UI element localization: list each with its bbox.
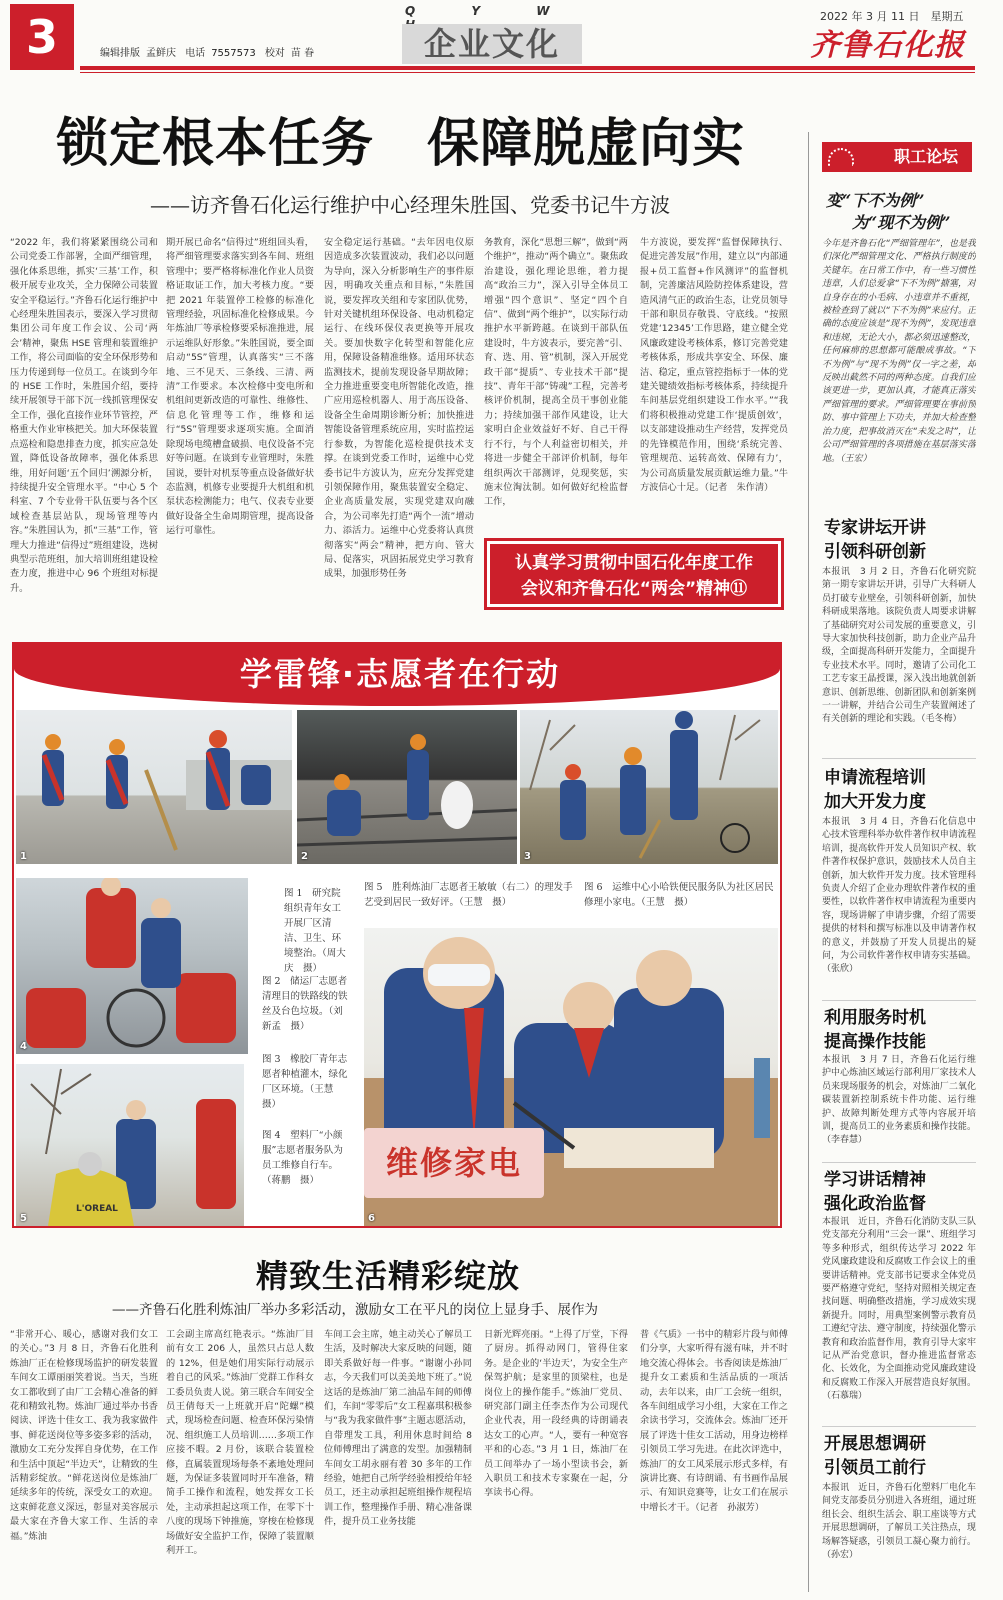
main-article-column-1: “2022 年，我们将紧紧围绕公司和公司党委工作部署，全面严细管理，强化体系思维，抓实‘三基’工作，积极开展专业攻关，全力保障公司装置安全平稳运行。”齐鲁石化运行维护中心经理朱胜国表示，要深入学习贯彻集团公司年度工作会议、公司‘两会’精神，聚焦 HSE 管理和装置维护工作，将公司面临的安全环保形势和压力传递到每一位员工。在谈到今年的 HSE 工作时，朱胜国介绍，要持续开展领导干部下沉一线抓管理保安全工作，强化直接作业环节管控，严格重大作业审核把关。加大环保装置点巡检和隐患排查力度，抓实应急处置，降低设备故障率，强化体系思维，用好问题‘五个回归’溯源分析，持续提升安全管理水平。“中心 5 个科室、7 个专业骨干队伍要与各个区域检查基层站队，现场管理等内容。”朱胜国认为，抓“三基”工作，管理大力推进“信得过”班组建设，选树典型示范班组，加大培训班组建设检查力度，推进中心 96 个班组对标提升。 [10, 237, 158, 594]
news-4-title: 学习讲话精神 强化政治监督 [824, 1170, 926, 1214]
news-2-title: 申请流程培训 加大开发力度 [824, 768, 926, 812]
section-name: 企业文化 [402, 24, 582, 64]
second-article-column-5: 普《气质》一书中的精彩片段与师傅们分享，大家听得有滋有味，并不时地交流心得体会。书香阅读是炼油厂提升女工素质和生活品质的一项活动，去年以来，由厂工会统一组织，各车间组成学习小组，大家在工作之余读书学习，交流体会。炼油厂还开展了评选十佳女工活动，用身边榜样引领员工学习先进。在此次评选中，炼油厂的女工风采展示形式多样，有演讲比赛、有诗朗诵、有书画作品展示、有知识竞赛等，让女工们在展示中增长才干。（记者 孙淑芳） [640, 1329, 788, 1513]
newspaper-logo: 齐鲁石化报 [810, 28, 965, 63]
photo-6: 维修家电 6 [364, 928, 778, 1226]
main-article-column-2: 期开展已命名“信得过”班组回头看，将严细管理要求落实到各车间、班组管理中；要严格将标准化作业人员资格证取证工作，加大考核力度。“要把 2021 年装置停工检修的标准化管理经验，巩固标准化检修成果。今年炼油厂等承检修要采标准推进，展示运维队好形象。”朱胜国说，要全面启动“5S”管理，认真落实“三不落地、三不见天、三条线、三清、两清”工作要求。本次检修中变电所和机组间更新改造的可靠性、维修性、信息化管理等工作，维修和运行“5S”管理要求逐项实施。全面消除现场电缆槽盒破损、电仪设备不完好等问题。在谈到专业管理时，朱胜国说，要针对机泵等重点设备做好状态监测，机修专业要提升大机组和机泵状态检测能力；电气、仪表专业要做好设备全生命周期管理，提高设备运行可靠性。 [166, 237, 314, 537]
second-article-column-3: 车间工会主席，她主动关心了解员工生活，及时解决大家反映的问题，随即关系做好每一件事。“谢谢小孙同志，今天我们可以美美地下班了。”说这话的是炼油厂第二油品车间的师傅们，车间“零零后”女工程嘉琪积极参与“我为我家做件事”主题志愿活动，自带理发工具，利用休息时间给 8 位师傅理出了满意的发型。加强精制车间女工胡永丽有着 30 多年的工作经验，她把自己所学经验相授给年轻员工，还主动承担起班组操作规程培训工作，整理操作手册、精心准备课件，提升员工业务技能 [324, 1329, 472, 1528]
photo-4: 4 [16, 878, 248, 1054]
caption-photo-2: 图 2 储运厂志愿者清理目的铁路线的铁丝及台色垃圾。（刘新孟 摄） [262, 976, 348, 1032]
main-article-column-4: 务教育，深化“思想三解”，做到“两个维护”，推动“两个确立”。聚焦政治建设，强化理论思维，着力提高“政治三力”，深入引导全体员工增强“四个意识”、坚定“四个自信”、做到“两个维护”，以实际行动推护水平新跨越。在谈到干部队伍建设时，牛方波表示，要完善“引、育、选、用、管”机制，深入开展党政干部“提质”、专业技术干部“提技”、青年干部“铸魂”工程，完善考核评价机制，提高全员干事创业能力；持续加强干部作风建设，让大家明白企业效益好不好、自己干得行不行，与个人利益密切相关，并将进一步健全干部评价机制，每年组织两次干部测评，兑现奖惩，实施末位淘汰制。如何做好纪检监督工作， [484, 237, 628, 508]
main-subheadline: ——访齐鲁石化运行维护中心经理朱胜国、党委书记牛方波 [150, 193, 670, 217]
photo-3-scene [520, 710, 778, 864]
issue-date: 2022 年 3 月 11 日 星期五 [820, 10, 964, 23]
second-article-title: 精致生活精彩绽放 [256, 1257, 521, 1295]
photo-5-brand-print: L'OREAL [76, 1204, 118, 1214]
fan-icon [828, 148, 854, 166]
page-number: 3 [10, 4, 74, 70]
second-article-column-2: 工会副主席高红艳表示。“炼油厂目前有女工 206 人，虽然只占总人数的 12%，但是她们用实际行动展示着自己的风采。”炼油厂党群工作科女工委员负责人说。第三联合车间安全员王倩每天一上班就开启“陀螺”模式，现场检查问题、检查环保污染情况、组织施工人员培训……多项工作应接不暇。2 月份，该联合装置检修，直属装置现场每条不紊地处理问题，为保证多装置同时开车准备，精简手工操作和流程，她发挥女工长处，主动承担起这项工作，在零下十八度的现场下钟推施，穿梭在检修现场做好安全监护工作，保障了装置顺利开工。 [166, 1329, 314, 1557]
series-callout-box [484, 538, 784, 610]
news-2-body: 本报讯 3 月 4 日，齐鲁石化信息中心技术管理科举办软件著作权申请流程培训，提高软件开发人员知识产权、软件著作权保护意识，鼓励技术人员自主创新，加大软件开发力度。技术管理科负责人介绍了企业办理软件著作权的重要性，以软件著作权申请流程为重要内容，现场讲解了申请步骤，介绍了需要提供的材料和撰写标准以及申请著作权的意义，并鼓励了开发人员提出的疑问，为公司软件著作权申请夯实基础。（张欣） [822, 817, 976, 975]
caption-photo-6: 图 6 运维中心小哈铁便民服务队为社区居民修理小家电。（王慧 摄） [584, 882, 774, 908]
photo-3: 3 [520, 710, 778, 864]
second-article-column-1: “非常开心、暖心，感谢对我们女工的关心。”3 月 8 日，齐鲁石化胜利炼油厂正在检修现场监护的研发装置车间女工谭丽丽笑着说。当天，当班女工都收到了由厂工会精心准备的鲜花和精致礼物。炼油厂通过举办书香阅读、评选十佳女工、我为我家做件事、鲜花送岗位等多姿多彩的活动，激励女工充分发挥自身优势，在工作和生活中顶起“半边天”，让精致的生活精彩绽放。“鲜花送岗位是炼油厂延续多年的传统，深受女工的欢迎。这束鲜花意义深远，彰显对美容展示最大家在齐鲁大家工作、生活的幸福。”炼油 [10, 1329, 158, 1542]
second-article-column-4: 日新光辉亮丽。“上得了厅堂，下得了厨房。抓得动网门，管得住家务。是企业的‘半边天’，为安全生产保驾护航；是家里的顶梁柱，也是岗位上的操作能手。”炼油厂党员、研究部门副主任李杰作为公司现代企业代表，用一段经典的诗朗诵表达女工的心声。“人，要有一种宽容平和的心态。”3 月 1 日，炼油厂在员工间举办了一场小型读书会，新入职员工和技术专家聚在一起，分享读书心得。 [484, 1329, 628, 1499]
main-article-column-5: 牛方波说，要发挥“监督保障执行、促进完善发展”作用，建立以“内部通报+员工监督+作风测评”的监督机制，完善廉洁风险防控体系建设，营造风清气正的政治生态，让党员领导干部和职员存敬畏、守底线。“按照党建‘12345’工作思路，建立健全党风廉政建设考核体系，修订完善党建考核体系，形成共享安全、环保、廉洁、稳定，重点管控指标于一体的党建关键绩效指标考核体系，持续提升车间基层党组织建设工作水平。”“我们将积极推动党建工作‘提质创效’，以支部建设推动生产经营，发挥党员的先锋模范作用，围绕‘系统完善、管理规范、运转高效、保障有力’，为公司高质量发展贡献运维力量。”牛方波信心十足。（记者 朱作清） [640, 237, 788, 493]
news-5-body: 本报讯 近日，齐鲁石化塑料厂电化车间党支部委员分别进入各班组，通过班组长会、组织生活会、职工座谈等方式开展思想调研，了解员工关注热点，现场解答疑惑，引领员工凝心聚力前行。（孙宏） [822, 1483, 976, 1561]
main-article-column-3: 安全稳定运行基础。“去年因电仪原因造成多次装置波动，我们必以问题为导向，深入分析影响生产的事件原因，明确攻关重点和目标，”朱胜国说，要发挥攻关组和专家团队优势，针对关键机组环保设备、电动机稳定运行、在线环保仪表更换等开展攻关。要加快数字化转型和智能化应用，保障设备精准维修。适用环状态监测技术，提前发现设备早期故障；全力推进重要变电所智能化改造，推广应用巡检机器人、用于高压设备、设备全生命周期诊断分析；加快推进智能设备管理系统应用，实时监控运行参数，为智能化巡检提供技术支撑。在谈到党委工作时，运维中心党委书记牛方波认为，应充分发挥党建引领保障作用，聚焦装置安全稳定、企业高质量发展，实现党建双向融合，为公司率先打造“两个一流”增动力、添活力。运维中心党委将认真贯彻落实“两会”精神，把方向、管大局、促落实，巩固拓展党史学习教育成果，加强形势任务 [324, 237, 474, 580]
news-1-body: 本报讯 3 月 2 日，齐鲁石化研究院第一期专家讲坛开讲，引导广大科研人员打破专业壁垒，引领科研创新，加快科研成果落地。该院负责人周要求讲解了基础研究对公司发展的重要意义，引导大家加快科技创新，助力企业产品升级，全面提高科研开发能力，全面提升专业技术水平。同时，邀请了公司化工工艺专家王晶授课，深入浅出地就创新意识、创新思维、创新团队和创新案例一一讲解，并结合公司生产装置阐述了有关创新的理论和实践。（毛冬梅） [822, 567, 976, 725]
photo-4-scene [16, 878, 248, 1054]
news-4-body: 本报讯 近日，齐鲁石化消防支队三队党支部充分利用“三会一课”、班组学习等多种形式，组织传达学习 2022 年党风廉政建设和反腐败工作会议上的重要讲话精神。党支部书记要求全体党员要严格遵守党纪，坚持对照相关规定查找问题、明确整改措施，学习成效实现新提升。同时，用典型案例警示教育员工遵纪守法、遵守制度，持续强化警示教育和政治监督作用，教育引导大家牢记从严治党意识，督办推进监督常态化、长效化，为全面推动党风廉政建设和反腐败工作深入开展营造良好氛围。（石慕瑞） [822, 1217, 976, 1402]
masthead-rule-thin [80, 72, 975, 73]
news-1-title: 专家讲坛开讲 引领科研创新 [824, 518, 926, 562]
section-pinyin: Q Y W [405, 4, 576, 18]
photo-1-scene [16, 710, 292, 864]
news-5-title: 开展思想调研 引领员工前行 [824, 1434, 926, 1478]
opinion-body: 今年是齐鲁石化“严细管理年”，也是我们深化严细管理文化、严格执行制度的关键年。在日常工作中，有一些习惯性违章，人们总爱拿“下不为例”搪塞，对自身存在的小毛病、小违章并不重视，被检查到了就以“下不为例”来应付。正确的态度应该是“现不为例”，发现违章和违规，无论大小，都必须迅速整改，任何麻痹的思想都可能酿成事故。“下不为例”与“现不为例”仅一字之差，却反映出截然不同的两种态度。自我们应该更进一步，更加认真，才能真正落实严细管理的要求。严细管理要在事前预防、事中管理上下功夫，并加大检查整治力度，把事故消灭在“未发之时”，让公司严细管理的各项措施在基层落实落地。（王宏） [822, 239, 976, 464]
main-headline: 锁定根本任务 保障脱虚向实 [56, 114, 746, 174]
opinion-title: 变“下不为例” 为“现不为例” [826, 191, 951, 232]
callout-line-2: 会议和齐鲁石化“两会”精神⑪ [520, 579, 748, 599]
editor-info: 编辑排版 孟鲜庆 电话 7557573 校对 苗 眷 [100, 48, 315, 59]
caption-photo-1: 图 1 研究院组织青年女工开展厂区清洁、卫生、环境整治。（周大庆 摄） [284, 888, 346, 974]
forum-label: 职工论坛 [822, 142, 972, 172]
news-3-title: 利用服务时机 提高操作技能 [824, 1008, 926, 1052]
caption-photo-4: 图 4 塑料厂“小颜服”志愿者服务队为员工维修自行车。（蒋鹏 摄） [262, 1130, 343, 1186]
photo-2: 2 [297, 710, 517, 864]
photo-5-scene [16, 1064, 244, 1226]
feature-banner-title: 学雷锋·志愿者在行动 [239, 655, 561, 693]
photo-2-scene [297, 710, 517, 864]
callout-line-1: 认真学习贯彻中国石化年度工作 [515, 553, 753, 573]
photo-5: L'OREAL 5 [16, 1064, 244, 1226]
news-3-body: 本报讯 3 月 7 日，齐鲁石化运行维护中心炼油区域运行部利用厂家技术人员来现场服务的机会，对炼油厂二氧化碳装置新控制系统卡件功能、运行维护、故障判断处理方式等内容展开培训，提高员工的业务素质和操作技能。（李春慧） [822, 1055, 976, 1146]
caption-photo-3: 图 3 橡胶厂青年志愿者种植灌木，绿化厂区环境。（王慧 摄） [262, 1054, 348, 1110]
second-article-subtitle: ——齐鲁石化胜利炼油厂举办多彩活动，激励女工在平凡的岗位上显身手、展作为 [112, 1302, 598, 1318]
sidebar-divider [808, 132, 809, 1592]
repair-sign: 维修家电 [364, 1128, 544, 1198]
caption-photo-5: 图 5 胜利炼油厂志愿者王敏敏（右二）的理发手艺受到居民一致好评。（王慧 摄） [364, 882, 573, 908]
masthead-rule [80, 66, 975, 70]
photo-1: 1 [16, 710, 292, 864]
